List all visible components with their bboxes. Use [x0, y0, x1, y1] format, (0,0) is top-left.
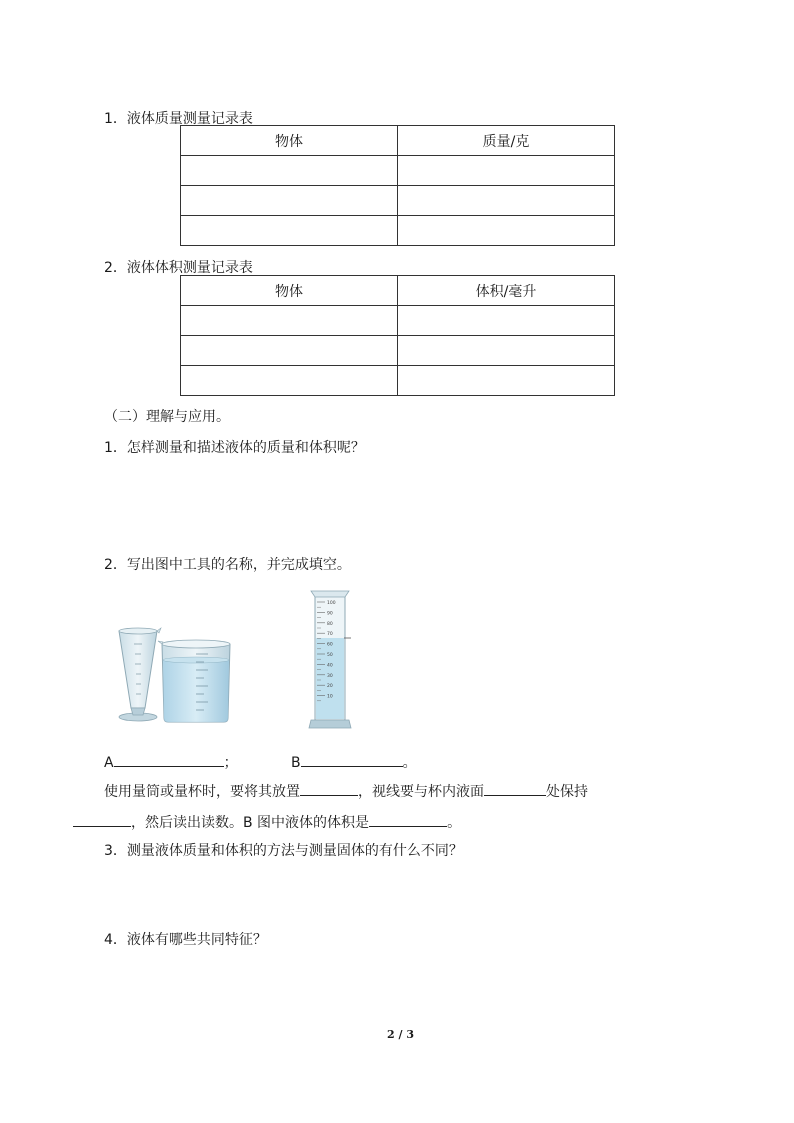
table-cell[interactable]	[398, 336, 615, 366]
end-mark: 。	[402, 755, 417, 771]
table-cell[interactable]	[181, 336, 398, 366]
header-mass: 质量/克	[398, 126, 615, 156]
part2-title: （二）理解与应用。	[104, 409, 230, 425]
figure-b-graduated-cylinder	[305, 588, 357, 733]
table-row	[181, 336, 615, 366]
question-1: 1．怎样测量和描述液体的质量和体积呢？	[104, 440, 365, 456]
table-cell[interactable]	[181, 156, 398, 186]
table-cell[interactable]	[181, 306, 398, 336]
table-row	[181, 306, 615, 336]
table-header-row	[181, 126, 615, 156]
fill-text: 。	[447, 815, 462, 831]
page-number: 2 / 3	[387, 1028, 414, 1041]
table-cell[interactable]	[398, 156, 615, 186]
table-row	[181, 156, 615, 186]
blank-placement[interactable]	[300, 781, 358, 796]
table-header-row	[181, 276, 615, 306]
table-row	[181, 216, 615, 246]
fill-line-2	[73, 812, 461, 832]
fill-text: 使用量筒或量杯时，要将其放置	[104, 784, 300, 800]
table-cell[interactable]	[398, 366, 615, 396]
answer-line-b	[291, 752, 417, 772]
question-4: 4．液体有哪些共同特征？	[104, 932, 267, 948]
question-2: 2．写出图中工具的名称，并完成填空。	[104, 557, 351, 573]
section2-title: 2．液体体积测量记录表	[104, 260, 253, 276]
header-object: 物体	[181, 126, 398, 156]
table-cell[interactable]	[181, 186, 398, 216]
header-volume: 体积/毫升	[398, 276, 615, 306]
section1-title: 1．液体质量测量记录表	[104, 111, 253, 127]
scale-label: 20	[327, 684, 333, 690]
blank-a[interactable]	[114, 752, 224, 767]
label-a: A	[104, 755, 114, 771]
fill-text: ，然后读出读数。B 图中液体的体积是	[131, 815, 370, 831]
fill-text: ，视线要与杯内液面	[358, 784, 484, 800]
table-cell[interactable]	[181, 366, 398, 396]
scale-label: 70	[327, 632, 333, 638]
scale-label: 10	[327, 694, 333, 700]
scale-label: 80	[327, 621, 333, 627]
fill-line-1	[104, 781, 588, 801]
table-row	[181, 186, 615, 216]
scale-label: 50	[327, 653, 333, 658]
scale-label: 40	[327, 663, 333, 669]
blank-liquid-surface[interactable]	[484, 781, 546, 796]
figure-a-cup-and-beaker	[112, 620, 240, 726]
scale-label: 30	[327, 673, 333, 679]
table-cell[interactable]	[398, 216, 615, 246]
volume-record-table	[180, 275, 615, 396]
blank-b[interactable]	[301, 752, 403, 767]
blank-keep[interactable]	[73, 812, 131, 827]
answer-line-ab	[104, 752, 238, 772]
measuring-cup	[119, 628, 161, 721]
scale-label: 90	[327, 611, 333, 617]
table-cell[interactable]	[398, 186, 615, 216]
label-b: B	[291, 755, 301, 771]
header-object: 物体	[181, 276, 398, 306]
question-3: 3．测量液体质量和体积的方法与测量固体的有什么不同？	[104, 843, 463, 859]
table-row	[181, 366, 615, 396]
scale-label: 60	[327, 642, 333, 648]
separator: ；	[223, 755, 238, 771]
fill-text: 处保持	[546, 784, 588, 800]
table-cell[interactable]	[181, 216, 398, 246]
scale-label: 100	[327, 601, 336, 606]
beaker	[158, 640, 230, 722]
table-cell[interactable]	[398, 306, 615, 336]
mass-record-table	[180, 125, 615, 246]
blank-volume[interactable]	[369, 812, 447, 827]
